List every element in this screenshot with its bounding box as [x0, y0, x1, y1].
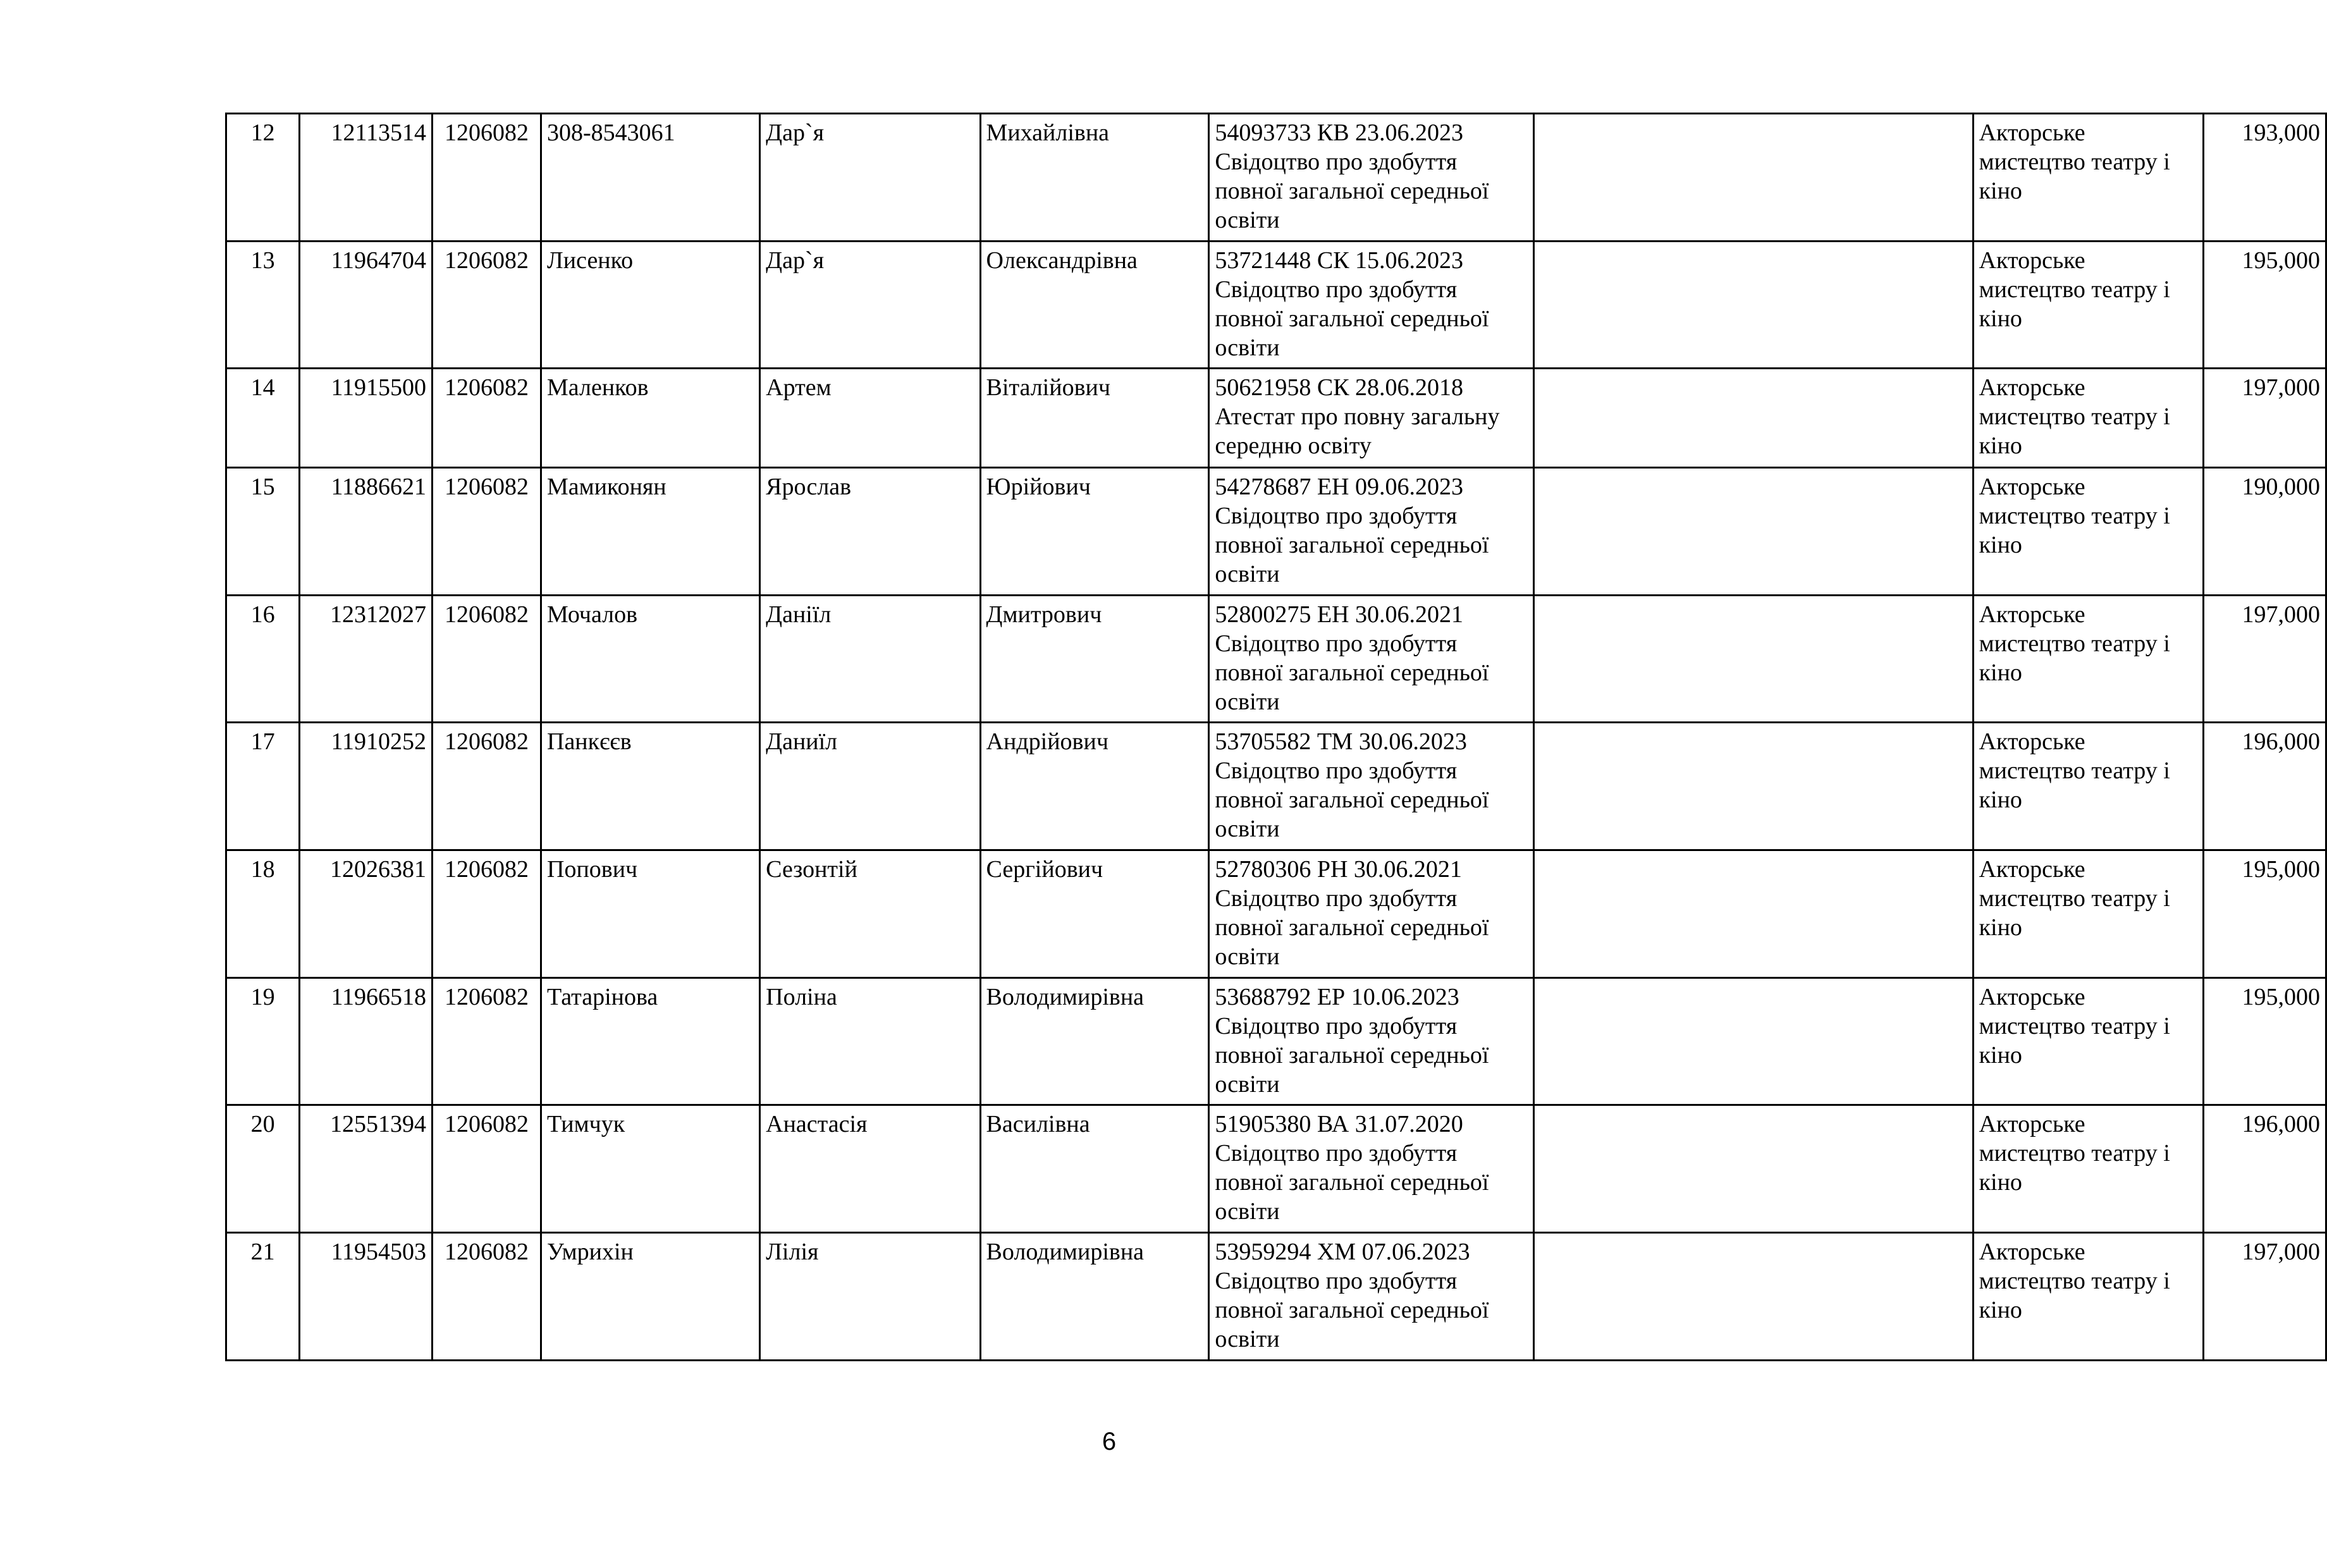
note-cell: [1534, 114, 1974, 242]
page-number: 6: [1102, 1428, 1117, 1455]
education-document-cell: 53721448 СК 15.06.2023 Свідоцтво про здобуття повної загальної середньої освіти: [1209, 241, 1534, 369]
specialty-cell: Акторське мистецтво театру і кіно: [1973, 595, 2203, 723]
education-document-cell: 52780306 РН 30.06.2021 Свідоцтво про здобуття повної загальної середньої освіти: [1209, 850, 1534, 978]
applicant-id-cell: 12312027: [300, 595, 433, 723]
note-cell: [1534, 241, 1974, 369]
note-cell: [1534, 1105, 1974, 1233]
score-cell: 197,000: [2203, 369, 2326, 468]
surname-cell: 308-8543061: [541, 114, 760, 242]
patronymic-cell: Володимирівна: [980, 1233, 1209, 1361]
education-document-cell: 53688792 ЕР 10.06.2023 Свідоцтво про здобуття повної загальної середньої освіти: [1209, 977, 1534, 1105]
applicant-id-cell: 12113514: [300, 114, 433, 242]
score-cell: 195,000: [2203, 850, 2326, 978]
program-code-cell: 1206082: [433, 467, 541, 595]
note-cell: [1534, 595, 1974, 723]
education-document-cell: 51905380 ВА 31.07.2020 Свідоцтво про здобуття повної загальної середньої освіти: [1209, 1105, 1534, 1233]
surname-cell: Маленков: [541, 369, 760, 468]
note-cell: [1534, 467, 1974, 595]
first-name-cell: Анастасія: [760, 1105, 980, 1233]
patronymic-cell: Юрійович: [980, 467, 1209, 595]
score-cell: 193,000: [2203, 114, 2326, 242]
patronymic-cell: Володимирівна: [980, 977, 1209, 1105]
note-cell: [1534, 977, 1974, 1105]
education-document-cell: 50621958 СК 28.06.2018 Атестат про повну загальну середню освіту: [1209, 369, 1534, 468]
note-cell: [1534, 1233, 1974, 1361]
education-document-cell: 53959294 ХМ 07.06.2023 Свідоцтво про здобуття повної загальної середньої освіти: [1209, 1233, 1534, 1361]
applicant-id-cell: 11964704: [300, 241, 433, 369]
applicant-id-cell: 11966518: [300, 977, 433, 1105]
table-row: [226, 241, 2326, 369]
row-number-cell: 14: [226, 369, 300, 468]
applicant-id-cell: 12026381: [300, 850, 433, 978]
education-document-cell: 52800275 ЕН 30.06.2021 Свідоцтво про здобуття повної загальної середньої освіти: [1209, 595, 1534, 723]
table-row: [226, 467, 2326, 595]
table-row: [226, 595, 2326, 723]
row-number-cell: 20: [226, 1105, 300, 1233]
specialty-cell: Акторське мистецтво театру і кіно: [1973, 850, 2203, 978]
specialty-cell: Акторське мистецтво театру і кіно: [1973, 723, 2203, 850]
first-name-cell: Дар`я: [760, 114, 980, 242]
surname-cell: Тимчук: [541, 1105, 760, 1233]
patronymic-cell: Василівна: [980, 1105, 1209, 1233]
specialty-cell: Акторське мистецтво театру і кіно: [1973, 1105, 2203, 1233]
surname-cell: Татарінова: [541, 977, 760, 1105]
table-row: [226, 1105, 2326, 1233]
score-cell: 196,000: [2203, 723, 2326, 850]
applicant-id-cell: 11915500: [300, 369, 433, 468]
first-name-cell: Даниїл: [760, 723, 980, 850]
applicant-id-cell: 11910252: [300, 723, 433, 850]
row-number-cell: 18: [226, 850, 300, 978]
table-row: [226, 114, 2326, 242]
score-cell: 195,000: [2203, 977, 2326, 1105]
program-code-cell: 1206082: [433, 1233, 541, 1361]
table-row: [226, 977, 2326, 1105]
patronymic-cell: Олександрівна: [980, 241, 1209, 369]
row-number-cell: 12: [226, 114, 300, 242]
table-row: [226, 850, 2326, 978]
specialty-cell: Акторське мистецтво театру і кіно: [1973, 977, 2203, 1105]
surname-cell: Мамиконян: [541, 467, 760, 595]
program-code-cell: 1206082: [433, 595, 541, 723]
surname-cell: Умрихін: [541, 1233, 760, 1361]
table-row: [226, 1233, 2326, 1361]
applicant-id-cell: 11886621: [300, 467, 433, 595]
row-number-cell: 15: [226, 467, 300, 595]
program-code-cell: 1206082: [433, 850, 541, 978]
row-number-cell: 17: [226, 723, 300, 850]
surname-cell: Лисенко: [541, 241, 760, 369]
patronymic-cell: Михайлівна: [980, 114, 1209, 242]
first-name-cell: Ярослав: [760, 467, 980, 595]
patronymic-cell: Сергійович: [980, 850, 1209, 978]
applicants-table: [225, 113, 2327, 1361]
note-cell: [1534, 850, 1974, 978]
program-code-cell: 1206082: [433, 1105, 541, 1233]
specialty-cell: Акторське мистецтво театру і кіно: [1973, 369, 2203, 468]
score-cell: 197,000: [2203, 1233, 2326, 1361]
note-cell: [1534, 723, 1974, 850]
score-cell: 195,000: [2203, 241, 2326, 369]
score-cell: 197,000: [2203, 595, 2326, 723]
note-cell: [1534, 369, 1974, 468]
applicant-id-cell: 12551394: [300, 1105, 433, 1233]
specialty-cell: Акторське мистецтво театру і кіно: [1973, 241, 2203, 369]
first-name-cell: Даніїл: [760, 595, 980, 723]
specialty-cell: Акторське мистецтво театру і кіно: [1973, 467, 2203, 595]
table-body: [226, 114, 2326, 1361]
education-document-cell: 53705582 ТМ 30.06.2023 Свідоцтво про здобуття повної загальної середньої освіти: [1209, 723, 1534, 850]
program-code-cell: 1206082: [433, 723, 541, 850]
program-code-cell: 1206082: [433, 977, 541, 1105]
surname-cell: Панкєєв: [541, 723, 760, 850]
row-number-cell: 19: [226, 977, 300, 1105]
first-name-cell: Поліна: [760, 977, 980, 1105]
first-name-cell: Сезонтій: [760, 850, 980, 978]
education-document-cell: 54278687 ЕН 09.06.2023 Свідоцтво про здобуття повної загальної середньої освіти: [1209, 467, 1534, 595]
row-number-cell: 16: [226, 595, 300, 723]
patronymic-cell: Андрійович: [980, 723, 1209, 850]
patronymic-cell: Віталійович: [980, 369, 1209, 468]
first-name-cell: Артем: [760, 369, 980, 468]
surname-cell: Мочалов: [541, 595, 760, 723]
first-name-cell: Дар`я: [760, 241, 980, 369]
score-cell: 196,000: [2203, 1105, 2326, 1233]
table-row: [226, 723, 2326, 850]
first-name-cell: Лілія: [760, 1233, 980, 1361]
patronymic-cell: Дмитрович: [980, 595, 1209, 723]
table-row: [226, 369, 2326, 468]
program-code-cell: 1206082: [433, 241, 541, 369]
applicant-id-cell: 11954503: [300, 1233, 433, 1361]
program-code-cell: 1206082: [433, 369, 541, 468]
row-number-cell: 13: [226, 241, 300, 369]
surname-cell: Попович: [541, 850, 760, 978]
row-number-cell: 21: [226, 1233, 300, 1361]
score-cell: 190,000: [2203, 467, 2326, 595]
specialty-cell: Акторське мистецтво театру і кіно: [1973, 114, 2203, 242]
specialty-cell: Акторське мистецтво театру і кіно: [1973, 1233, 2203, 1361]
education-document-cell: 54093733 КВ 23.06.2023 Свідоцтво про здобуття повної загальної середньої освіти: [1209, 114, 1534, 242]
program-code-cell: 1206082: [433, 114, 541, 242]
